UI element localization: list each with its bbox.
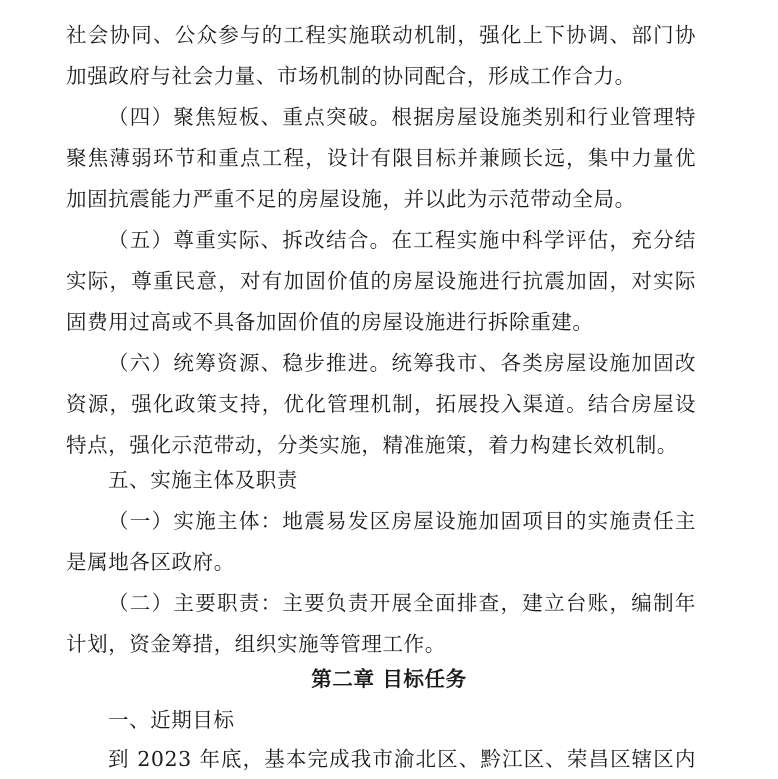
paragraph-line: （四）聚焦短板、重点突破。根据房屋设施类别和行业管理特 <box>108 105 696 129</box>
paragraph-line: 资源，强化政策支持，优化管理机制，拓展投入渠道。结合房屋设 <box>66 392 696 416</box>
paragraph-line: 到 2023 年底，基本完成我市渝北区、黔江区、荣昌区辖区内 <box>108 747 696 771</box>
paragraph-line: （六）统筹资源、稳步推进。统筹我市、各类房屋设施加固改 <box>108 351 696 375</box>
paragraph-line: 是属地各区政府。 <box>66 550 235 574</box>
chapter-title: 第二章 目标任务 <box>311 667 467 691</box>
paragraph-line: 社会协同、公众参与的工程实施联动机制，强化上下协调、部门协 <box>66 23 696 47</box>
section-heading: 五、实施主体及职责 <box>108 468 298 492</box>
paragraph-line: （一）实施主体：地震易发区房屋设施加固项目的实施责任主 <box>108 509 696 533</box>
paragraph-line: （二）主要职责：主要负责开展全面排查，建立台账，编制年 <box>108 591 696 615</box>
section-heading: 一、近期目标 <box>108 708 235 732</box>
paragraph-line: （五）尊重实际、拆改结合。在工程实施中科学评估，充分结 <box>108 228 696 252</box>
paragraph-line: 聚焦薄弱环节和重点工程，设计有限目标并兼顾长远，集中力量优 <box>66 146 696 170</box>
paragraph-line: 加固抗震能力严重不足的房屋设施，并以此为示范带动全局。 <box>66 187 636 211</box>
paragraph-line: 实际，尊重民意，对有加固价值的房屋设施进行抗震加固，对实际 <box>66 269 696 293</box>
paragraph-line: 特点，强化示范带动，分类实施，精准施策，着力构建长效机制。 <box>66 433 678 457</box>
paragraph-line: 固费用过高或不具备加固价值的房屋设施进行拆除重建。 <box>66 310 594 334</box>
paragraph-line: 计划，资金筹措，组织实施等管理工作。 <box>66 632 446 656</box>
paragraph-line: 加强政府与社会力量、市场机制的协同配合，形成工作合力。 <box>66 64 636 88</box>
